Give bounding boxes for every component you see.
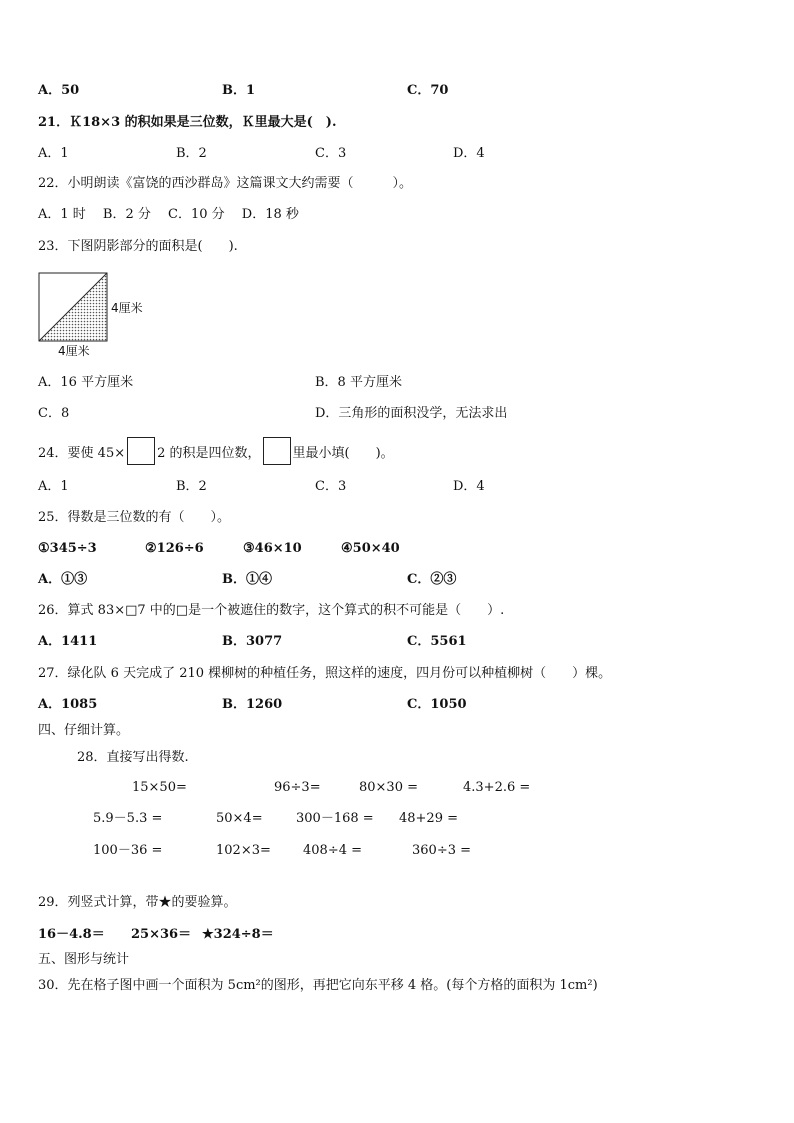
q21-option-c: C．3 (315, 146, 347, 161)
q27-option-b: B．1260 (222, 697, 283, 712)
q24-stem (38, 436, 394, 466)
q30-stem: 30．先在格子图中画一个面积为 5cm²的图形，再把它向东平移 4 格。(每个方格的面积为 1cm²) (38, 978, 598, 993)
q24-option-c: C．3 (315, 479, 347, 494)
q23-option-d: D．三角形的面积没学，无法求出 (315, 406, 508, 421)
q23-option-b: B．8 平方厘米 (315, 375, 402, 390)
q21-option-d: D．4 (453, 146, 485, 161)
q22-stem: 22．小明朗读《富饶的西沙群岛》这篇课文大约需要（ ）。 (38, 176, 413, 191)
q20-option-a: A．50 (38, 83, 80, 98)
q28-r1-c2: 96÷3= (274, 780, 321, 795)
q25-item-3: ③46×10 (243, 541, 302, 556)
q29-item-1: 16－4.8＝ (38, 927, 105, 942)
q28-r1-c1: 15×50= (132, 780, 187, 795)
q20-option-c: C．70 (407, 83, 449, 98)
section-5-title: 五、图形与统计 (38, 952, 130, 967)
q27-option-a: A．1085 (38, 697, 98, 712)
q25-option-c: C．②③ (407, 572, 457, 587)
q26-option-c: C．5561 (407, 634, 467, 649)
q25-option-b: B．①④ (222, 572, 272, 587)
q24-blank-box-1 (127, 437, 155, 465)
q26-option-b: B．3077 (222, 634, 283, 649)
q23-side-label: 4厘米 (111, 301, 143, 315)
q29-item-3: ★324÷8＝ (202, 927, 274, 942)
q23-option-a: A．16 平方厘米 (38, 375, 134, 390)
q23-shaded-square-figure (38, 272, 108, 342)
q29-stem: 29．列竖式计算，带★的要验算。 (38, 895, 237, 910)
q25-option-a: A．①③ (38, 572, 88, 587)
q28-r2-c3: 300－168 = (296, 811, 374, 826)
q28-r1-c4: 4.3+2.6 = (463, 780, 531, 795)
q25-item-4: ④50×40 (341, 541, 400, 556)
q28-stem: 28．直接写出得数. (77, 750, 189, 765)
q24-option-b: B．2 (176, 479, 207, 494)
q24-option-a: A．1 (38, 479, 69, 494)
q25-stem: 25．得数是三位数的有（ ）。 (38, 510, 231, 525)
q28-r2-c1: 5.9－5.3 = (93, 811, 163, 826)
q28-r2-c2: 50×4= (216, 811, 263, 826)
q24-blank-box-2 (263, 437, 291, 465)
q24-stem-part-2: 2 的积是四位数， (157, 445, 261, 461)
q29-item-2: 25×36＝ (131, 927, 192, 942)
section-4-title: 四、仔细计算。 (38, 723, 130, 738)
q27-stem: 27．绿化队 6 天完成了 210 棵柳树的种植任务，照这样的速度，四月份可以种植柳树（ ）棵。 (38, 666, 612, 681)
q21-option-b: B．2 (176, 146, 207, 161)
q24-stem-part-3: 里最小填( )。 (292, 445, 394, 461)
q20-option-b: B．1 (222, 83, 256, 98)
q28-r3-c3: 408÷4 = (303, 843, 363, 858)
q22-options: A．1 时 B．2 分 C．10 分 D．18 秒 (38, 207, 299, 222)
q21-option-a: A．1 (38, 146, 69, 161)
q28-r3-c2: 102×3= (216, 843, 271, 858)
q23-stem: 23．下图阴影部分的面积是( ). (38, 239, 238, 254)
q23-bottom-label: 4厘米 (58, 344, 90, 358)
q23-option-c: C．8 (38, 406, 70, 421)
q21-stem: 21．Ｋ18×3 的积如果是三位数，Ｋ里最大是( ). (38, 115, 337, 130)
q28-r2-c4: 48+29 = (399, 811, 459, 826)
q28-r3-c4: 360÷3 = (412, 843, 472, 858)
q25-item-1: ①345÷3 (38, 541, 97, 556)
q24-stem-part-1: 24．要使 45× (38, 445, 126, 461)
q25-item-2: ②126÷6 (145, 541, 204, 556)
q24-option-d: D．4 (453, 479, 485, 494)
q26-stem: 26．算式 83×□7 中的□是一个被遮住的数字，这个算式的积不可能是（ ）. (38, 603, 505, 618)
q26-option-a: A．1411 (38, 634, 98, 649)
q28-r3-c1: 100－36 = (93, 843, 163, 858)
q28-r1-c3: 80×30 = (359, 780, 419, 795)
q27-option-c: C．1050 (407, 697, 467, 712)
